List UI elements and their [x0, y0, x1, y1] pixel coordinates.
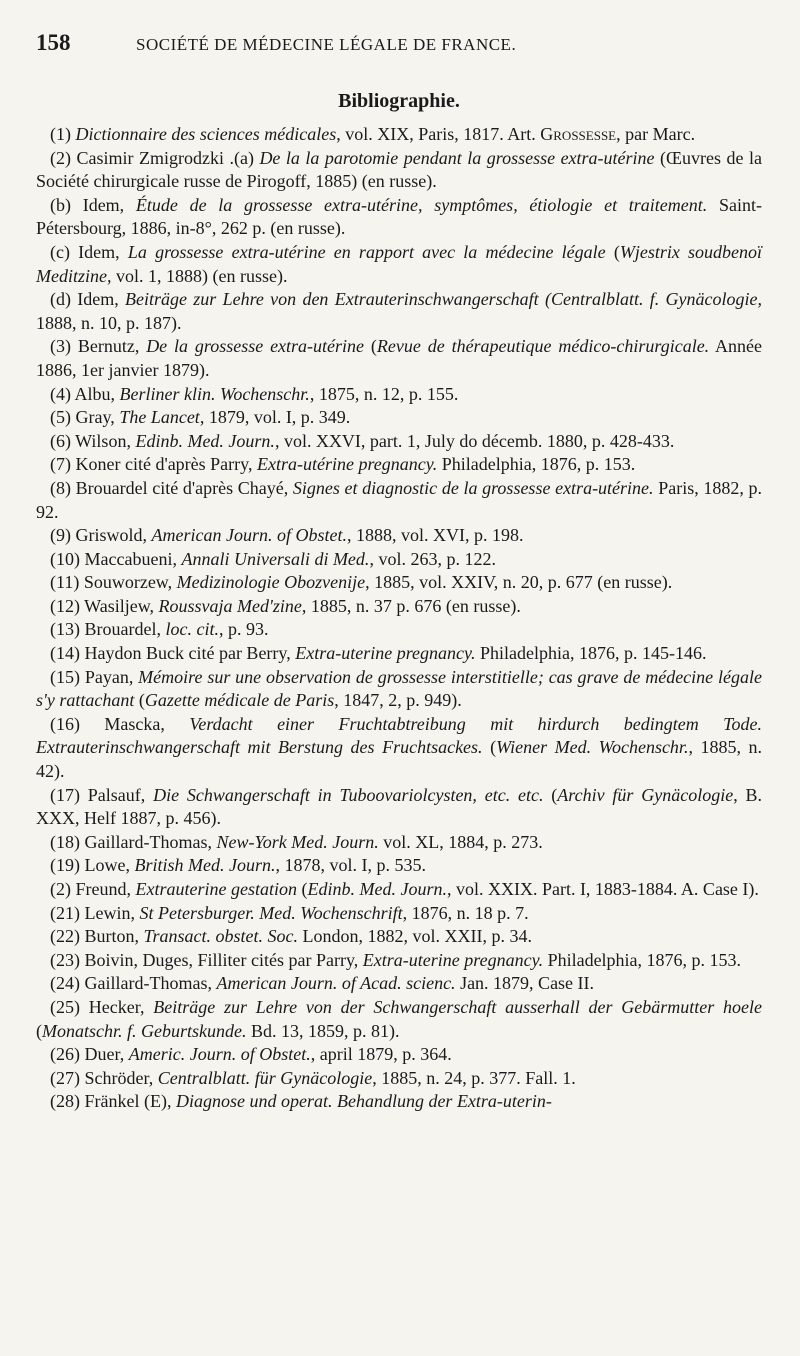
- bibliography-entry: [36, 642, 762, 666]
- bibliography-entry: [36, 925, 762, 949]
- entry-text: (15) Payan,: [50, 666, 139, 687]
- entry-title-text: Medizinologie Obozvenije: [176, 572, 366, 593]
- bibliography-entry: [36, 241, 762, 288]
- bibliography-entry: [36, 288, 762, 335]
- entry-title-text: La grossesse extra-utérine en rapport avec la médecine légale: [127, 241, 606, 262]
- entry-text: Philadelphia, 1876, p. 153.: [543, 949, 742, 970]
- entry-text: , 1888, vol. XVI, p. 198.: [346, 525, 524, 546]
- entry-text: , 1876, n. 18 p. 7.: [402, 902, 529, 923]
- entry-title-text: American Journ. of Obstet.: [151, 525, 347, 546]
- entry-text: , vol. XIX, Paris, 1817. Art.: [336, 124, 541, 144]
- entry-title-text: Extra-uterine pregnancy.: [362, 949, 544, 970]
- entry-title-text: Americ. Journ. of Obstet.: [128, 1044, 311, 1065]
- entry-text: Saint-Pétersbourg, 1886, in-8°, 262 p. (en russe).: [36, 194, 762, 239]
- bibliography-entry: [36, 666, 762, 713]
- entry-text: (2) Freund,: [50, 879, 136, 899]
- bibliography-entry: [36, 831, 762, 855]
- bibliography-entry: [36, 854, 762, 878]
- entry-title-text: Edinb. Med. Journ.: [135, 430, 275, 451]
- entry-title-text: Diagnose und operat. Behandlung der Extra-uterin-: [175, 1091, 552, 1112]
- entry-title-text: Beiträge zur Lehre von den Extrauterinschwangerschaft (Centralblatt. f. Gynäcologie,: [125, 289, 762, 310]
- entry-title-text: Wiener Med. Wochenschr.: [496, 737, 689, 758]
- entry-title-text: De la grossesse extra-utérine: [146, 336, 365, 357]
- bibliography-entry: [36, 878, 762, 902]
- entry-title-text: Verdacht einer Fruchtabtreibung mit hirdurch bedingtem Tode. Extrauterinschwangerschaft mit Berstung des Fruchtsackes.: [36, 713, 762, 758]
- entry-title-text: De la la parotomie pendant la grossesse extra-utérine: [259, 147, 655, 168]
- bibliography-entry: [36, 123, 762, 147]
- bibliography-entry: [36, 713, 762, 784]
- entry-text: , vol. 263, p. 122.: [369, 548, 496, 569]
- entry-text: , p. 93.: [218, 619, 269, 640]
- entry-title-text: Gazette médicale de Paris: [144, 690, 335, 711]
- entry-text: vol. 1, 1888) (en russe).: [111, 265, 288, 286]
- entry-text: (21) Lewin,: [50, 902, 140, 923]
- bibliography-entry: [36, 571, 762, 595]
- entry-text: , april 1879, p. 364.: [310, 1044, 452, 1065]
- entry-title-text: loc. cit.: [165, 619, 219, 640]
- entry-title-text: Berliner klin. Wochenschr.: [119, 383, 310, 404]
- entry-title-text: New-York Med. Journ.: [216, 831, 379, 852]
- entry-text: (24) Gaillard-Thomas,: [50, 973, 217, 994]
- entry-title-text: Archiv für Gynäcologie: [557, 784, 734, 805]
- entry-text: (Œuvres de la Société chirurgicale russe de Pirogoff, 1885) (en russe).: [36, 147, 762, 192]
- bibliography-entry: [36, 477, 762, 524]
- entry-text: (: [605, 241, 620, 262]
- entry-text: (27) Schröder,: [50, 1067, 158, 1088]
- bibliography-entry: [36, 595, 762, 619]
- entry-text: (10) Maccabueni,: [50, 548, 182, 569]
- entry-text: , 1875, n. 12, p. 155.: [309, 383, 459, 404]
- entry-text: 1888, n. 10, p. 187).: [36, 312, 182, 333]
- section-title: Bibliographie.: [338, 90, 460, 112]
- bibliography-entry: [36, 996, 762, 1043]
- entry-title-text: Étude de la grossesse extra-utérine, symptômes, étiologie et traitement.: [135, 194, 708, 215]
- entry-text: , 1847, 2, p. 949).: [334, 690, 462, 711]
- entry-text: (6) Wilson,: [50, 430, 136, 451]
- entry-title-text: Roussvaja Med'zine: [158, 595, 302, 616]
- entry-text: , B. XXX, Helf 1887, p. 456).: [36, 784, 762, 829]
- entry-text: Philadelphia, 1876, p. 145-146.: [475, 643, 707, 664]
- entry-title-text: The Lancet: [119, 407, 200, 428]
- entry-text: , par Marc.: [616, 124, 696, 144]
- bibliography-entry: [36, 406, 762, 430]
- entry-text: (16) Mascka,: [50, 713, 190, 734]
- entry-text: , 1885, n. 37 p. 676 (en russe).: [301, 595, 521, 616]
- entry-text: , 1878, vol. I, p. 535.: [275, 855, 426, 876]
- bibliography-entry: [36, 1090, 762, 1114]
- bibliography-list: [36, 123, 762, 1114]
- entry-text: (25) Hecker,: [50, 996, 154, 1017]
- bibliography-entry: [36, 949, 762, 973]
- running-title: SOCIÉTÉ DE MÉDECINE LÉGALE DE FRANCE.: [136, 35, 517, 54]
- entry-title-text: St Petersburger. Med. Wochenschrift: [139, 902, 403, 923]
- entry-text: (19) Lowe,: [50, 855, 135, 876]
- bibliography-entry: [36, 194, 762, 241]
- bibliography-entry: [36, 524, 762, 548]
- entry-text: (: [482, 737, 497, 758]
- entry-title-text: Beiträge zur Lehre von der Schwangerschaft ausserhall der Gebärmutter hoele: [153, 996, 762, 1017]
- entry-text: (1): [50, 124, 76, 144]
- bibliography-entry: [36, 147, 762, 194]
- entry-title-text: Dictionnaire des sciences médicales: [75, 124, 337, 144]
- entry-text: (17) Palsauf,: [50, 784, 154, 805]
- entry-title-text: Wjestrix soudbenoï Meditzine,: [36, 241, 763, 286]
- bibliography-entry: [36, 972, 762, 996]
- entry-title-text: Signes et diagnostic de la grossesse extra-utérine.: [292, 477, 654, 498]
- page-number: 158: [36, 30, 71, 55]
- entry-text: Bd. 13, 1859, p. 81).: [246, 1020, 400, 1041]
- entry-text: (: [36, 1020, 42, 1041]
- entry-text: (22) Burton,: [50, 926, 144, 947]
- entry-title-text: Extra-utérine pregnancy.: [257, 454, 438, 475]
- page-header: [36, 30, 762, 70]
- entry-text: , 1885, n. 42).: [36, 737, 763, 782]
- entry-text: (: [364, 336, 377, 357]
- entry-text: Paris, 1882, p. 92.: [36, 477, 762, 522]
- entry-text: (4) Albu,: [50, 383, 120, 404]
- entry-title-text: British Med. Journ.: [134, 855, 276, 876]
- entry-text: (c) Idem,: [50, 241, 128, 262]
- entry-text: (26) Duer,: [50, 1044, 129, 1065]
- entry-text: , 1885, vol. XXIV, n. 20, p. 677 (en russe).: [365, 572, 673, 593]
- bibliography-entry: [36, 902, 762, 926]
- entry-text: London, 1882, vol. XXII, p. 34.: [298, 926, 532, 947]
- entry-text: (13) Brouardel,: [50, 619, 166, 640]
- entry-title-text: Mémoire sur une observation de grossesse interstitielle; cas grave de médecine légale s'y rattachant: [36, 666, 762, 711]
- bibliography-entry: [36, 618, 762, 642]
- entry-text: vol. XL, 1884, p. 273.: [378, 831, 543, 852]
- entry-text: (: [543, 784, 558, 805]
- entry-text: (7) Koner cité d'après Parry,: [50, 454, 257, 475]
- entry-title-text: Die Schwangerschaft in Tuboovariolcysten, etc. etc.: [153, 784, 544, 805]
- entry-text: , vol. XXIX. Part. I, 1883-1884. A. Case I).: [446, 879, 759, 899]
- entry-text: (b) Idem,: [50, 194, 136, 215]
- entry-title-text: American Journ. of Acad. scienc.: [216, 973, 456, 994]
- bibliography-entry: [36, 383, 762, 407]
- entry-text: (23) Boivin, Duges, Filliter cités par Parry,: [50, 949, 363, 970]
- entry-title-text: Transact. obstet. Soc.: [143, 926, 299, 947]
- bibliography-entry: [36, 784, 762, 831]
- entry-text: (12) Wasiljew,: [50, 595, 159, 616]
- entry-text: Philadelphia, 1876, p. 153.: [437, 454, 636, 475]
- bibliography-entry: [36, 335, 762, 382]
- entry-title-text: Revue de thérapeutique médico-chirurgicale.: [376, 336, 710, 357]
- entry-text: (: [134, 690, 145, 711]
- bibliography-entry: [36, 453, 762, 477]
- entry-text: (3) Bernutz,: [50, 336, 147, 357]
- entry-text: (28) Fränkel (E),: [50, 1091, 176, 1112]
- entry-text: , vol. XXVI, part. 1, July do décemb. 1880, p. 428-433.: [274, 430, 675, 451]
- entry-text: Grossesse: [540, 124, 617, 144]
- bibliography-entry: [36, 1067, 762, 1091]
- entry-title-text: Annali Universali di Med.: [181, 548, 370, 569]
- entry-text: (9) Griswold,: [50, 525, 152, 546]
- entry-text: (5) Gray,: [50, 407, 120, 428]
- entry-text: , 1879, vol. I, p. 349.: [199, 407, 351, 428]
- bibliography-entry: [36, 548, 762, 572]
- bibliography-entry: [36, 430, 762, 454]
- entry-text: (: [296, 879, 308, 899]
- entry-text: (14) Haydon Buck cité par Berry,: [50, 643, 296, 664]
- entry-text: (8) Brouardel cité d'après Chayé,: [50, 477, 293, 498]
- entry-text: Année 1886, 1er janvier 1879).: [36, 336, 763, 380]
- entry-title-text: Extrauterine gestation: [135, 879, 297, 899]
- entry-title-text: Monatschr. f. Geburtskunde.: [42, 1020, 247, 1041]
- bibliography-entry: [36, 1043, 762, 1067]
- entry-title-text: Centralblatt. für Gynäcologie: [157, 1067, 373, 1088]
- entry-text: , 1885, n. 24, p. 377. Fall. 1.: [372, 1067, 576, 1088]
- entry-text: (18) Gaillard-Thomas,: [50, 831, 217, 852]
- entry-text: (2) Casimir Zmigrodzki .(a): [50, 147, 260, 168]
- entry-text: Jan. 1879, Case II.: [455, 973, 595, 994]
- entry-text: (11) Souworzew,: [50, 572, 177, 593]
- entry-title-text: Edinb. Med. Journ.: [307, 879, 447, 899]
- entry-title-text: Extra-uterine pregnancy.: [295, 643, 476, 664]
- entry-text: (d) Idem,: [50, 289, 126, 310]
